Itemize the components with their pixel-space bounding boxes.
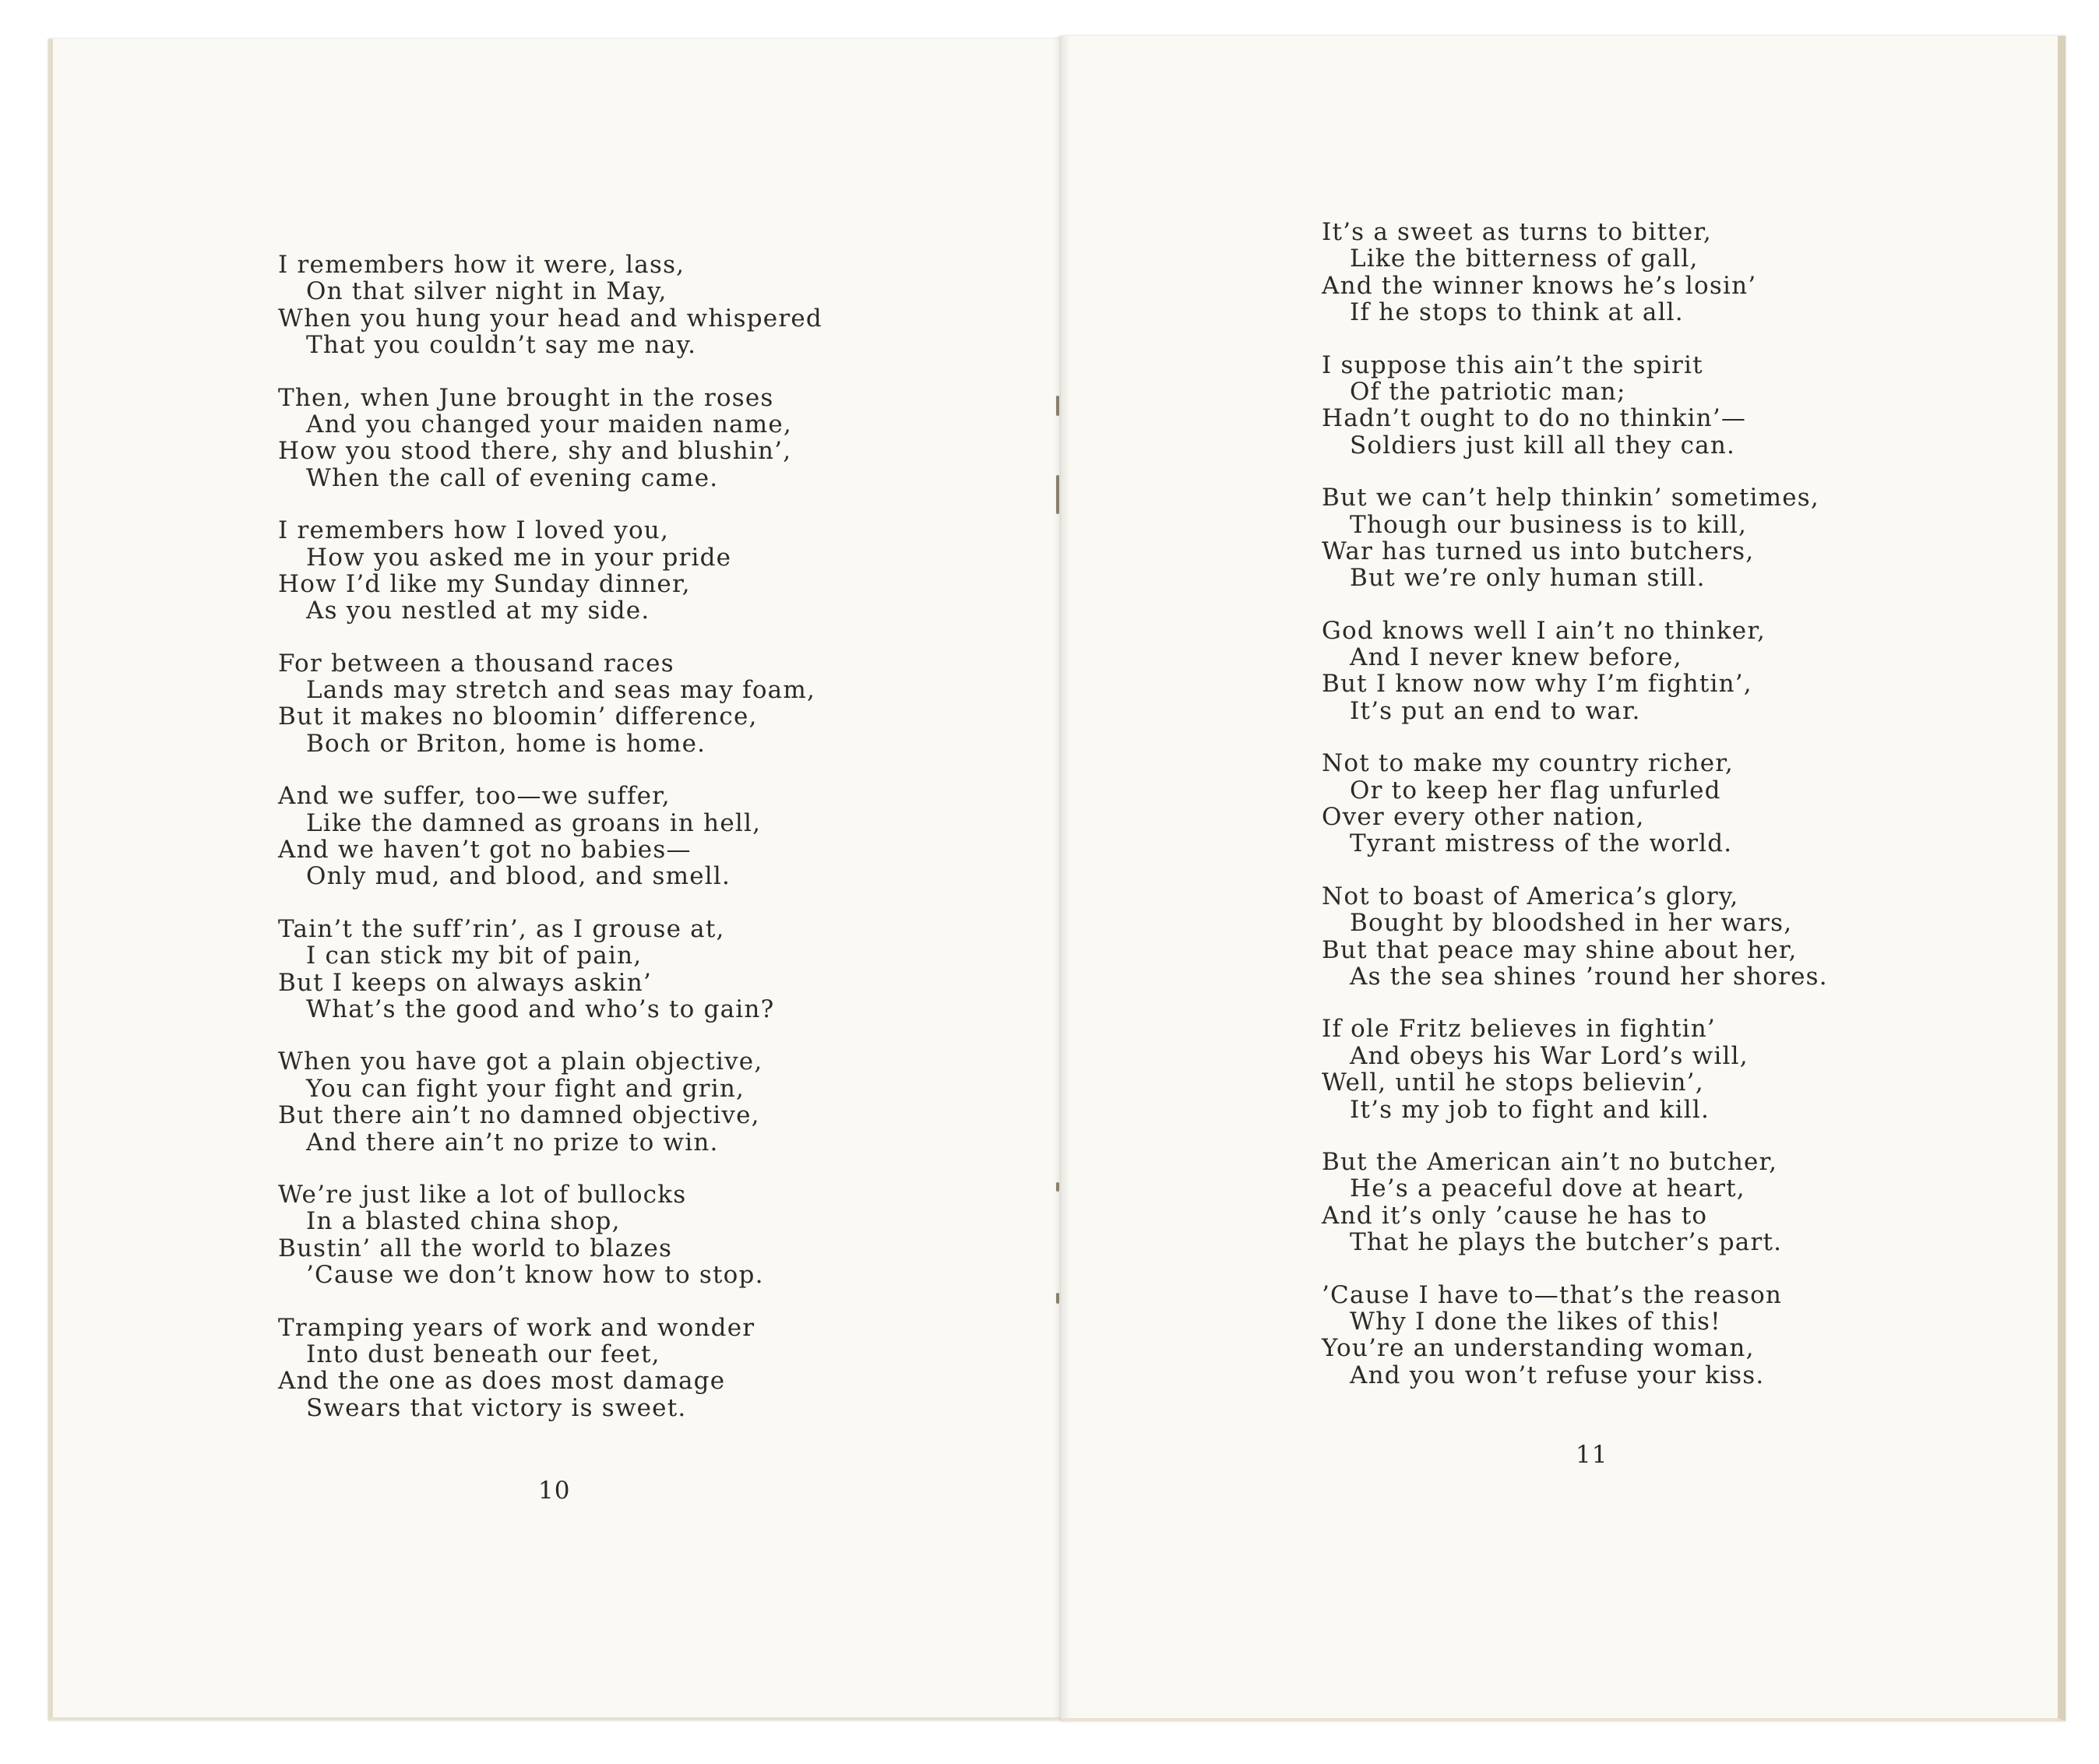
stanza: [278, 1315, 822, 1422]
stanza: [278, 916, 822, 1023]
stanza: [278, 1048, 822, 1156]
poem-line: When the call of evening came.: [306, 463, 719, 492]
poem-line: Well, until he stops believin’,: [1322, 1069, 1704, 1097]
poem-line: On that silver night in May,: [306, 277, 667, 306]
poem-line: Not to make my country richer,: [1322, 749, 1734, 778]
poem-line: Tyrant mistress of the world.: [1350, 829, 1733, 858]
poem-line: But there ain’t no damned objective,: [278, 1101, 760, 1130]
poem-line: But I keeps on always askin’: [278, 968, 652, 997]
poem-line: If he stops to think at all.: [1350, 298, 1684, 327]
poem-line: Of the patriotic man;: [1350, 377, 1626, 406]
poem-line: In a blasted china shop,: [306, 1207, 621, 1236]
stanza: [1322, 1282, 1828, 1389]
poem-line: But that peace may shine about her,: [1322, 935, 1798, 964]
poem-line: And you changed your maiden name,: [306, 410, 792, 438]
book-gutter: [1053, 36, 1070, 1718]
poem-line: It’s put an end to war.: [1350, 696, 1641, 725]
poem-line: I suppose this ain’t the spirit: [1322, 350, 1703, 379]
poem-line: Not to boast of America’s glory,: [1322, 882, 1739, 910]
stanza: [278, 517, 822, 625]
poem-line: You can fight your fight and grin,: [306, 1074, 745, 1103]
poem-line: And we haven’t got no babies—: [278, 836, 692, 864]
staple-mark: [1056, 1182, 1059, 1192]
stanza: [1322, 484, 1828, 592]
poem-line: Into dust beneath our feet,: [306, 1340, 660, 1368]
staple-mark: [1056, 1293, 1059, 1304]
poem-line: And I never knew before,: [1350, 643, 1682, 672]
poem-line: If ole Fritz believes in fightin’: [1322, 1015, 1716, 1044]
poem-line: How I’d like my Sunday dinner,: [278, 569, 691, 598]
poem-line: Tain’t the suff’rin’, as I grouse at,: [278, 914, 725, 943]
poem-line: When you hung your head and whispered: [278, 304, 822, 333]
poem-line: ’Cause I have to—that’s the reason: [1322, 1280, 1783, 1309]
poem-line: Soldiers just kill all they can.: [1350, 431, 1736, 459]
page-number-left: 10: [538, 1477, 571, 1505]
poem-line: When you have got a plain objective,: [278, 1047, 763, 1076]
stanza: [1322, 883, 1828, 991]
poem-line: But it makes no bloomin’ difference,: [278, 702, 758, 731]
left-poem-text: [278, 252, 822, 1447]
poem-line: Though our business is to kill,: [1350, 510, 1748, 539]
poem-line: That you couldn’t say me nay.: [306, 331, 697, 360]
poem-line: I can stick my bit of pain,: [306, 942, 643, 970]
poem-line: ’Cause we don’t know how to stop.: [306, 1261, 764, 1290]
poem-line: But I know now why I’m fightin’,: [1322, 670, 1752, 699]
stanza: [278, 1181, 822, 1289]
poem-line: God knows well I ain’t no thinker,: [1322, 616, 1766, 645]
poem-line: Bought by bloodshed in her wars,: [1350, 909, 1793, 938]
poem-line: And obeys his War Lord’s will,: [1350, 1041, 1749, 1070]
staple-mark: [1056, 396, 1059, 416]
stanza: [278, 252, 822, 359]
poem-line: For between a thousand races: [278, 649, 674, 678]
poem-line: But we can’t help thinkin’ sometimes,: [1322, 484, 1819, 512]
poem-line: How you asked me in your pride: [306, 543, 732, 572]
poem-line: And we suffer, too—we suffer,: [278, 782, 671, 811]
poem-line: It’s my job to fight and kill.: [1350, 1095, 1710, 1124]
poem-line: Boch or Briton, home is home.: [306, 729, 706, 758]
poem-line: Swears that victory is sweet.: [306, 1393, 687, 1422]
poem-line: What’s the good and who’s to gain?: [306, 995, 775, 1023]
poem-line: Only mud, and blood, and smell.: [306, 862, 731, 891]
poem-line: And the winner knows he’s losin’: [1322, 271, 1757, 300]
poem-line: As you nestled at my side.: [306, 597, 650, 625]
poem-line: He’s a peaceful dove at heart,: [1350, 1174, 1745, 1203]
poem-line: Hadn’t ought to do no thinkin’—: [1322, 404, 1747, 433]
poem-line: And you won’t refuse your kiss.: [1350, 1361, 1765, 1389]
poem-line: Bustin’ all the world to blazes: [278, 1234, 673, 1262]
poem-line: Then, when June brought in the roses: [278, 383, 774, 412]
poem-line: I remembers how I loved you,: [278, 516, 670, 545]
stanza: [1322, 352, 1828, 459]
poem-line: Tramping years of work and wonder: [278, 1313, 755, 1342]
poem-line: It’s a sweet as turns to bitter,: [1322, 218, 1712, 246]
stanza: [1322, 750, 1828, 857]
right-poem-text: [1322, 219, 1828, 1414]
stanza: [278, 783, 822, 890]
poem-line: And the one as does most damage: [278, 1367, 726, 1396]
poem-line: How you stood there, shy and blushin’,: [278, 437, 792, 466]
poem-line: As the sea shines ’round her shores.: [1350, 962, 1828, 991]
poem-line: And it’s only ’cause he has to: [1322, 1201, 1708, 1230]
poem-line: Over every other nation,: [1322, 803, 1645, 832]
poem-line: But we’re only human still.: [1350, 564, 1706, 593]
stanza: [1322, 1149, 1828, 1256]
page-number-right: 11: [1576, 1441, 1608, 1469]
stanza: [1322, 1016, 1828, 1123]
poem-line: War has turned us into butchers,: [1322, 537, 1755, 565]
poem-line: Lands may stretch and seas may foam,: [306, 676, 816, 705]
poem-line: Like the damned as groans in hell,: [306, 808, 762, 837]
poem-line: We’re just like a lot of bullocks: [278, 1180, 687, 1209]
poem-line: But the American ain’t no butcher,: [1322, 1147, 1778, 1176]
staple-mark: [1056, 475, 1059, 514]
stanza: [1322, 618, 1828, 725]
poem-line: That he plays the butcher’s part.: [1350, 1228, 1783, 1257]
stanza: [1322, 219, 1828, 326]
poem-line: You’re an understanding woman,: [1322, 1334, 1755, 1363]
stanza: [278, 385, 822, 492]
poem-line: Why I done the likes of this!: [1350, 1307, 1721, 1336]
poem-line: And there ain’t no prize to win.: [306, 1128, 719, 1157]
poem-line: Like the bitterness of gall,: [1350, 245, 1699, 273]
stanza: [278, 650, 822, 758]
poem-line: I remembers how it were, lass,: [278, 251, 685, 279]
poem-line: Or to keep her flag unfurled: [1350, 776, 1721, 805]
